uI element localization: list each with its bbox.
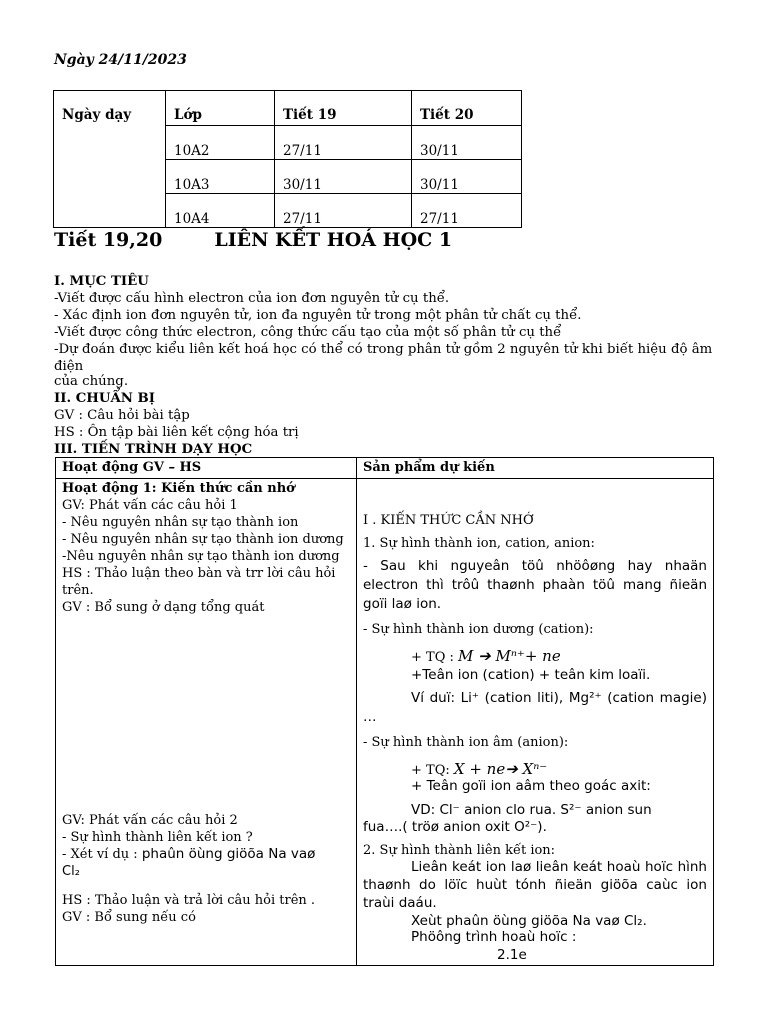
knowledge-title: I . KIẾN THỨC CẦN NHỚ xyxy=(363,513,534,528)
schedule-table xyxy=(53,90,522,228)
ion-definition: - Sau khi nguyeân töû nhöôøng hay nhaän electron thì trôû thaønh phaàn töû mang ñieän goïi laø ion. xyxy=(363,558,707,612)
schedule-cell: 10A3 xyxy=(166,160,275,194)
activity1-line: - Nêu nguyên nhân sự tạo thành ion dương xyxy=(62,532,344,547)
objectives-heading: I. MỤC TIÊU xyxy=(54,274,149,289)
subsection-ionic-bond: 2. Sự hình thành liên kết ion: xyxy=(363,843,556,858)
activity2-line: Cl₂ xyxy=(62,864,80,879)
cation-naming: +Teân ion (cation) + teân kim loaïi. xyxy=(411,667,651,683)
product-col-header: Sản phẩm dự kiến xyxy=(357,458,714,479)
cation-example: Ví duï: Li⁺ (cation liti), Mg²⁺ (cation magie) … xyxy=(363,690,707,725)
preparation-heading: II. CHUẨN BỊ xyxy=(54,391,155,406)
anion-naming: + Teân goïi ion aâm theo goác axit: xyxy=(411,778,651,794)
schedule-cell: 30/11 xyxy=(412,160,522,194)
example-na-cl2: Xeùt phaûn öùng giöõa Na vaø Cl₂. xyxy=(411,913,647,929)
schedule-cell: 30/11 xyxy=(275,160,412,194)
objective-item: -Viết được công thức electron, công thức cấu tạo của một số phân tử cụ thể xyxy=(54,325,562,340)
schedule-cell: 30/11 xyxy=(412,126,522,160)
document-date: Ngày 24/11/2023 xyxy=(54,52,187,68)
objective-item: -Viết được cấu hình electron của ion đơn nguyên tử cụ thể. xyxy=(54,291,450,306)
schedule-header-period-20: Tiết 20 xyxy=(412,91,522,126)
objectives-section xyxy=(54,273,718,458)
activity1-title: Hoạt động 1: Kiến thức cần nhớ xyxy=(62,481,295,496)
lesson-number: Tiết 19,20 xyxy=(54,229,163,251)
preparation-gv: GV : Câu hỏi bài tập xyxy=(54,408,190,423)
schedule-header-class: Lớp xyxy=(166,91,275,126)
activity2-line xyxy=(62,846,350,863)
subsection-cation: - Sự hình thành ion dương (cation): xyxy=(363,622,594,637)
schedule-cell: 10A4 xyxy=(166,194,275,228)
anion-example-line1: VD: Cl⁻ anion clo rua. S²⁻ anion sun xyxy=(411,802,652,818)
activity-col-header: Hoạt động GV – HS xyxy=(56,458,357,479)
activity1-line: GV: Phát vấn các câu hỏi 1 xyxy=(62,498,238,513)
product-cell xyxy=(357,479,714,966)
cation-formula xyxy=(411,647,707,665)
activity1-line: - Nêu nguyên nhân sự tạo thành ion xyxy=(62,515,299,530)
formula-prefix: + TQ: xyxy=(411,763,454,778)
process-heading: III. TIẾN TRÌNH DẠY HỌC xyxy=(54,442,253,457)
activity1-line: -Nêu nguyên nhân sự tạo thành ion dương xyxy=(62,549,340,564)
equation-label: Phöông trình hoaù hoïc : xyxy=(411,929,577,945)
objective-item: của chúng. xyxy=(54,374,129,389)
activity-table xyxy=(55,457,714,966)
subsection-anion: - Sự hình thành ion âm (anion): xyxy=(363,735,569,750)
schedule-cell: 27/11 xyxy=(412,194,522,228)
schedule-cell: 27/11 xyxy=(275,126,412,160)
schedule-label: Ngày dạy xyxy=(54,91,166,228)
activity1-line: GV : Bổ sung ở dạng tổng quát xyxy=(62,600,265,615)
activity2-line: GV : Bổ sung nếu có xyxy=(62,910,196,925)
lesson-title: LIÊN KẾT HOÁ HỌC 1 xyxy=(214,229,453,251)
activity2-line: - Sự hình thành liên kết ion ? xyxy=(62,830,253,845)
anion-example-line2: fua….( tröø anion oxit O²⁻). xyxy=(363,819,547,835)
activity2-example-text: phaûn öùng giöõa Na vaø xyxy=(141,846,316,862)
activity2-line: HS : Thảo luận và trả lời câu hỏi trên . xyxy=(62,893,316,908)
anion-equation: X + ne➔ Xⁿ⁻ xyxy=(453,760,548,778)
activity1-line: trên. xyxy=(62,583,94,598)
electron-transfer: 2.1e xyxy=(497,947,527,963)
activity2-example-label: - Xét ví dụ : xyxy=(62,847,142,862)
anion-formula xyxy=(411,760,707,778)
schedule-header-period-19: Tiết 19 xyxy=(275,91,412,126)
cation-equation: M ➔ Mⁿ⁺+ ne xyxy=(458,647,561,665)
formula-prefix: + TQ : xyxy=(411,650,458,665)
schedule-cell: 10A2 xyxy=(166,126,275,160)
activity-cell xyxy=(56,479,357,966)
activity2-line: GV: Phát vấn các câu hỏi 2 xyxy=(62,813,238,828)
preparation-hs: HS : Ôn tập bài liên kết cộng hóa trị xyxy=(54,425,299,440)
objective-item: - Xác định ion đơn nguyên tử, ion đa nguyên tử trong một phân tử chất cụ thể. xyxy=(54,308,582,323)
schedule-cell: 27/11 xyxy=(275,194,412,228)
lesson-heading xyxy=(54,229,452,251)
objective-item: -Dự đoán được kiểu liên kết hoá học có thể có trong phân tử gồm 2 nguyên tử khi biết hiệu độ âm điện xyxy=(54,342,713,374)
ionic-bond-definition: Lieân keát ion laø lieân keát hoaù hoïc hình thaønh do löïc huùt tónh ñieän giöõa caùc ion traùi daáu. xyxy=(363,859,707,911)
subsection-ions: 1. Sự hình thành ion, cation, anion: xyxy=(363,536,595,551)
activity1-line: HS : Thảo luận theo bàn và trr lời câu hỏi xyxy=(62,566,336,581)
